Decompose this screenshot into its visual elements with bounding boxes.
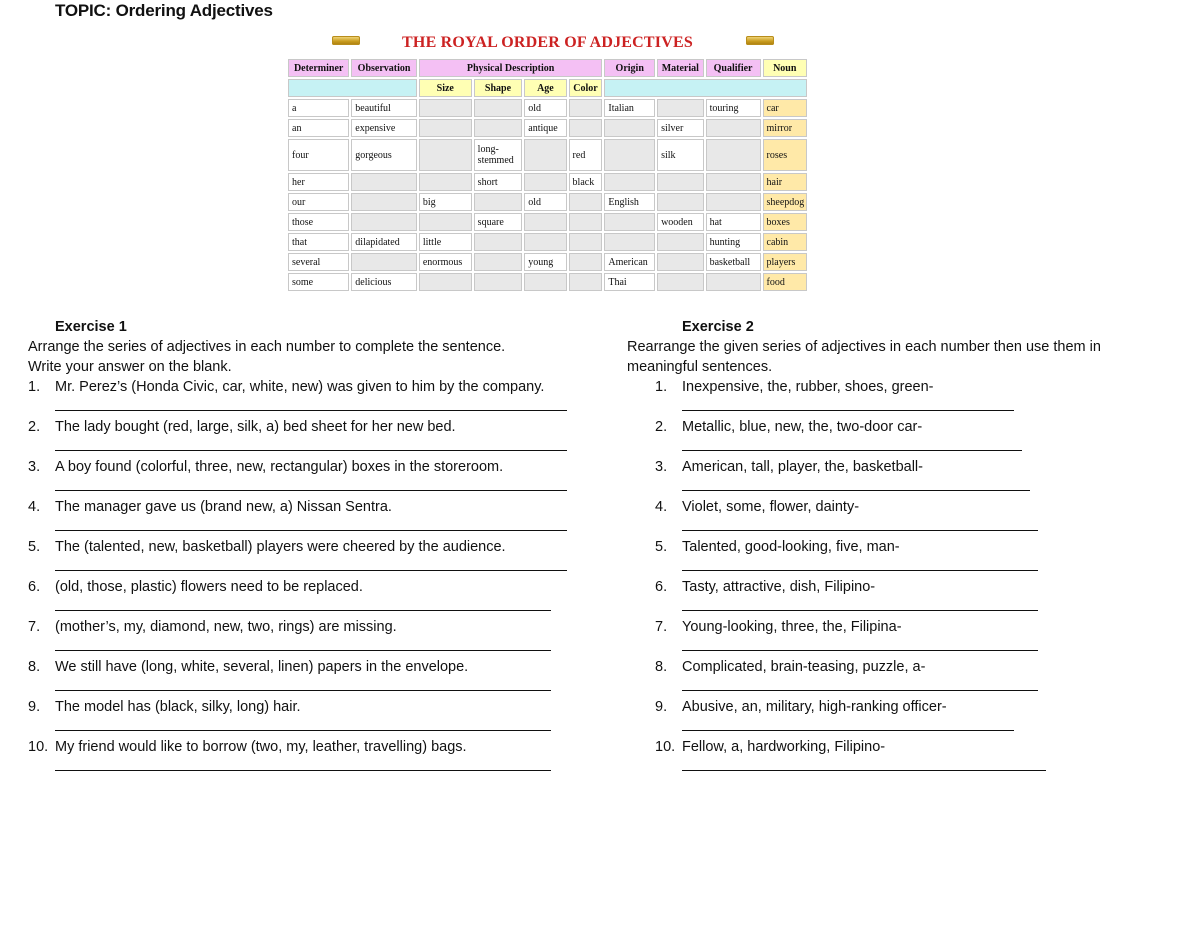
item-prompt: Complicated, brain-teasing, puzzle, a- (682, 659, 926, 675)
table-cell (657, 253, 704, 271)
exercise-1-item (28, 417, 608, 457)
item-number: 2. (655, 419, 668, 435)
item-number: 5. (655, 539, 668, 555)
table-cell: Italian (604, 99, 655, 117)
answer-blank[interactable] (55, 477, 567, 497)
noun-cell: mirror (763, 119, 807, 137)
table-cell: big (419, 193, 472, 211)
table-cell: American (604, 253, 655, 271)
table-header-row (288, 59, 807, 77)
table-cell: her (288, 173, 349, 191)
table-cell: English (604, 193, 655, 211)
table-cell (474, 193, 523, 211)
table-cell (351, 253, 417, 271)
exercise-2-item (627, 457, 1187, 497)
noun-cell: car (763, 99, 807, 117)
exercise-1-item (28, 457, 608, 497)
exercise-2-item (627, 737, 1187, 777)
table-cell: antique (524, 119, 566, 137)
answer-blank[interactable] (682, 557, 1038, 577)
exercise-1-item (28, 537, 608, 577)
answer-blank[interactable] (682, 397, 1014, 417)
item-number: 2. (28, 419, 41, 435)
exercise-1-item (28, 697, 608, 737)
table-cell: gorgeous (351, 139, 417, 171)
table-cell (419, 119, 472, 137)
exercise-2-item (627, 577, 1187, 617)
item-prompt: Mr. Perez’s (Honda Civic, car, white, new) was given to him by the company. (55, 379, 545, 395)
exercise-2-item (627, 377, 1187, 417)
item-prompt: The lady bought (red, large, silk, a) bed sheet for her new bed. (55, 419, 456, 435)
table-cell: hat (706, 213, 761, 231)
table-row (288, 233, 807, 251)
noun-cell: players (763, 253, 807, 271)
table-cell (419, 173, 472, 191)
item-number: 10. (28, 739, 49, 755)
table-cell (657, 99, 704, 117)
header-physical-description: Physical Description (419, 59, 603, 77)
table-cell: hunting (706, 233, 761, 251)
answer-blank[interactable] (682, 597, 1038, 617)
item-prompt: Inexpensive, the, rubber, shoes, green- (682, 379, 934, 395)
royal-title-row (286, 29, 809, 57)
table-cell (419, 213, 472, 231)
table-cell (657, 173, 704, 191)
subheader-spacer (288, 79, 417, 97)
table-cell: young (524, 253, 566, 271)
exercise-2 (627, 317, 1187, 777)
table-cell (569, 233, 603, 251)
table-cell: those (288, 213, 349, 231)
answer-blank[interactable] (55, 757, 551, 777)
exercise-1-item (28, 617, 608, 657)
table-cell (569, 119, 603, 137)
noun-cell: sheepdog (763, 193, 807, 211)
item-prompt: My friend would like to borrow (two, my, leather, travelling) bags. (55, 739, 467, 755)
table-row (288, 173, 807, 191)
answer-blank[interactable] (55, 677, 551, 697)
scroll-ornament-icon (332, 36, 360, 45)
item-prompt: Abusive, an, military, high-ranking officer- (682, 699, 947, 715)
item-number: 3. (655, 459, 668, 475)
table-cell (419, 99, 472, 117)
noun-cell: food (763, 273, 807, 291)
table-cell: red (569, 139, 603, 171)
answer-blank[interactable] (682, 477, 1030, 497)
table-cell (351, 213, 417, 231)
table-cell (604, 119, 655, 137)
table-cell: basketball (706, 253, 761, 271)
table-cell (524, 173, 566, 191)
adjective-order-table (286, 57, 809, 293)
table-cell: enormous (419, 253, 472, 271)
exercise-1 (28, 317, 608, 777)
item-prompt: Metallic, blue, new, the, two-door car- (682, 419, 923, 435)
table-cell: old (524, 99, 566, 117)
table-cell (524, 273, 566, 291)
item-prompt: American, tall, player, the, basketball- (682, 459, 923, 475)
table-cell (569, 253, 603, 271)
answer-blank[interactable] (682, 517, 1038, 537)
item-number: 5. (28, 539, 41, 555)
table-cell (657, 273, 704, 291)
table-cell: delicious (351, 273, 417, 291)
item-number: 9. (655, 699, 668, 715)
item-prompt: Tasty, attractive, dish, Filipino- (682, 579, 876, 595)
table-cell (706, 119, 761, 137)
table-row (288, 119, 807, 137)
noun-cell: hair (763, 173, 807, 191)
royal-order-table-image (286, 29, 809, 298)
item-prompt: (old, those, plastic) flowers need to be replaced. (55, 579, 363, 595)
header-origin: Origin (604, 59, 655, 77)
table-cell (657, 193, 704, 211)
table-cell (474, 233, 523, 251)
page-title: TOPIC: Ordering Adjectives (55, 1, 273, 20)
item-prompt: Young-looking, three, the, Filipina- (682, 619, 902, 635)
table-cell: touring (706, 99, 761, 117)
table-cell (419, 139, 472, 171)
item-prompt: A boy found (colorful, three, new, rectangular) boxes in the storeroom. (55, 459, 504, 475)
table-cell (657, 233, 704, 251)
item-number: 7. (28, 619, 41, 635)
table-cell: long-stemmed (474, 139, 523, 171)
table-cell: expensive (351, 119, 417, 137)
table-cell (351, 173, 417, 191)
table-cell: square (474, 213, 523, 231)
noun-cell: boxes (763, 213, 807, 231)
table-row (288, 99, 807, 117)
table-row (288, 139, 807, 171)
table-row (288, 213, 807, 231)
exercise-2-instruction: meaningful sentences. (627, 359, 773, 375)
table-cell: black (569, 173, 603, 191)
exercise-2-item (627, 497, 1187, 537)
table-cell (474, 99, 523, 117)
table-cell (604, 173, 655, 191)
exercise-1-item (28, 577, 608, 617)
item-prompt: We still have (long, white, several, linen) papers in the envelope. (55, 659, 469, 675)
answer-blank[interactable] (55, 557, 567, 577)
subheader-spacer (604, 79, 807, 97)
exercise-2-item (627, 417, 1187, 457)
table-cell: that (288, 233, 349, 251)
table-cell (351, 193, 417, 211)
exercise-1-instruction: Arrange the series of adjectives in each number to complete the sentence. (28, 339, 506, 355)
header-determiner: Determiner (288, 59, 349, 77)
item-number: 10. (655, 739, 676, 755)
answer-blank[interactable] (55, 397, 567, 417)
royal-title: THE ROYAL ORDER OF ADJECTIVES (402, 34, 693, 51)
item-number: 9. (28, 699, 41, 715)
answer-blank[interactable] (55, 717, 551, 737)
answer-blank[interactable] (55, 517, 567, 537)
table-cell (706, 139, 761, 171)
answer-blank[interactable] (682, 437, 1022, 457)
answer-blank[interactable] (55, 637, 551, 657)
item-number: 4. (655, 499, 668, 515)
table-cell (419, 273, 472, 291)
table-row (288, 193, 807, 211)
exercise-1-item (28, 657, 608, 697)
item-number: 3. (28, 459, 41, 475)
table-cell: a (288, 99, 349, 117)
item-number: 1. (655, 379, 668, 395)
answer-blank[interactable] (682, 757, 1046, 777)
item-number: 6. (655, 579, 668, 595)
exercise-2-item (627, 697, 1187, 737)
table-row (288, 273, 807, 291)
answer-blank[interactable] (682, 637, 1038, 657)
table-cell: wooden (657, 213, 704, 231)
item-number: 8. (655, 659, 668, 675)
subheader-color: Color (569, 79, 603, 97)
exercise-1-item (28, 377, 608, 417)
table-cell: several (288, 253, 349, 271)
subheader-age: Age (524, 79, 566, 97)
item-number: 7. (655, 619, 668, 635)
table-subheader-row (288, 79, 807, 97)
table-cell (474, 253, 523, 271)
item-number: 6. (28, 579, 41, 595)
table-cell (569, 213, 603, 231)
table-cell: silk (657, 139, 704, 171)
item-number: 4. (28, 499, 41, 515)
table-cell: some (288, 273, 349, 291)
item-prompt: The (talented, new, basketball) players were cheered by the audience. (55, 539, 506, 555)
exercise-1-item (28, 497, 608, 537)
answer-blank[interactable] (55, 597, 551, 617)
table-cell (524, 213, 566, 231)
table-cell: short (474, 173, 523, 191)
table-cell (604, 139, 655, 171)
table-cell: beautiful (351, 99, 417, 117)
item-prompt: (mother’s, my, diamond, new, two, rings) are missing. (55, 619, 397, 635)
noun-cell: roses (763, 139, 807, 171)
subheader-size: Size (419, 79, 472, 97)
table-cell: old (524, 193, 566, 211)
answer-blank[interactable] (55, 437, 567, 457)
table-cell: Thai (604, 273, 655, 291)
table-cell (706, 193, 761, 211)
item-prompt: The model has (black, silky, long) hair. (55, 699, 301, 715)
table-cell: an (288, 119, 349, 137)
item-number: 1. (28, 379, 41, 395)
table-cell: little (419, 233, 472, 251)
table-cell (706, 173, 761, 191)
noun-cell: cabin (763, 233, 807, 251)
table-cell (524, 233, 566, 251)
scroll-ornament-icon (746, 36, 774, 45)
header-material: Material (657, 59, 704, 77)
exercise-1-title: Exercise 1 (55, 319, 127, 335)
table-cell (569, 273, 603, 291)
answer-blank[interactable] (682, 717, 1014, 737)
table-cell (604, 213, 655, 231)
item-prompt: Violet, some, flower, dainty- (682, 499, 860, 515)
table-cell (524, 139, 566, 171)
table-cell: our (288, 193, 349, 211)
exercise-1-item (28, 737, 608, 777)
item-prompt: Fellow, a, hardworking, Filipino- (682, 739, 886, 755)
table-cell (706, 273, 761, 291)
item-prompt: Talented, good-looking, five, man- (682, 539, 900, 555)
table-cell (569, 99, 603, 117)
exercise-2-title: Exercise 2 (682, 319, 754, 335)
table-cell: four (288, 139, 349, 171)
subheader-shape: Shape (474, 79, 523, 97)
table-cell (604, 233, 655, 251)
exercise-1-instruction: Write your answer on the blank. (28, 359, 232, 375)
header-qualifier: Qualifier (706, 59, 761, 77)
answer-blank[interactable] (682, 677, 1038, 697)
table-cell: dilapidated (351, 233, 417, 251)
header-observation: Observation (351, 59, 417, 77)
header-noun: Noun (763, 59, 807, 77)
exercise-2-item (627, 537, 1187, 577)
table-cell (474, 119, 523, 137)
exercise-2-item (627, 657, 1187, 697)
exercise-2-instruction: Rearrange the given series of adjectives in each number then use them in (627, 339, 1101, 355)
table-cell: silver (657, 119, 704, 137)
table-cell (474, 273, 523, 291)
exercise-2-item (627, 617, 1187, 657)
table-row (288, 253, 807, 271)
table-cell (569, 193, 603, 211)
item-number: 8. (28, 659, 41, 675)
item-prompt: The manager gave us (brand new, a) Nissan Sentra. (55, 499, 392, 515)
